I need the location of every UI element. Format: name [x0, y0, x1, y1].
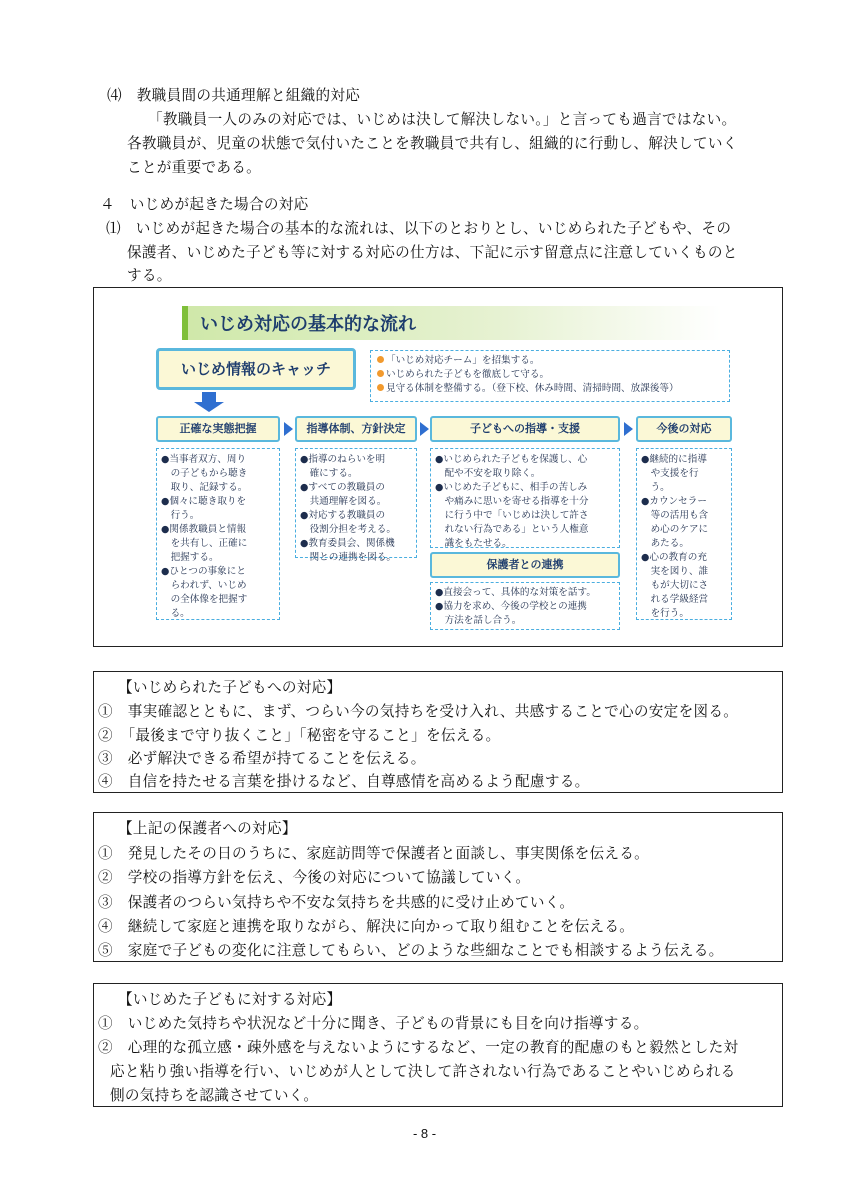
paragraph-line: する。	[127, 267, 172, 284]
bully-response-box	[93, 983, 783, 1107]
col-line: ●ひとつの事象にと	[161, 566, 246, 577]
box-item: ① 発見したその日のうちに、家庭訪問等で保護者と面談し、事実関係を伝える。	[98, 845, 650, 862]
col-line: 関との連携を図る。	[300, 552, 396, 563]
flow-title-bar	[182, 306, 722, 340]
col-line: 共通理解を図る。	[300, 496, 387, 507]
col-line: 把握する。	[161, 552, 219, 563]
col-line: ●関係教職員と情報	[161, 524, 247, 535]
col-line: の全体像を把握す	[161, 594, 248, 605]
paragraph-line: 保護者、いじめた子ども等に対する対応の仕方は、下記に示す留意点に注意していくものと	[127, 244, 738, 261]
col-line: る。	[161, 608, 190, 619]
col-line: ●個々に聴き取りを	[161, 496, 247, 507]
col-line: を共有し、正確に	[161, 538, 248, 549]
col-line: れる学級経営	[641, 594, 709, 605]
right-arrow-icon	[420, 422, 429, 436]
col-line: 行う。	[161, 510, 200, 521]
box-item: 応と粘り強い指導を行い、いじめが人として決して許されない行為であることやいじめられる	[110, 1063, 736, 1080]
col-line: もが大切にさ	[641, 580, 709, 591]
col-line: ●対応する教職員の	[300, 510, 386, 521]
box-item: ① 事実確認とともに、まず、つらい今の気持ちを受け入れ、共感することで心の安定を図る。	[98, 703, 739, 720]
catch-notes	[370, 350, 730, 402]
paragraph-line: 「教職員一人のみの対応では、いじめは決して解決しない。」と言っても過言ではない。	[148, 111, 737, 128]
victim-response-box	[93, 671, 783, 793]
col-line: に行う中で「いじめは決して許さ	[435, 510, 589, 521]
col-line: 方法を話し合う。	[435, 615, 522, 626]
col-line: を行う。	[641, 608, 689, 619]
catch-note: 「いじめ対応チーム」を招集する。	[377, 354, 723, 368]
col-body-future	[636, 448, 732, 620]
box-item: ② 学校の指導方針を伝え、今後の対応について協議していく。	[98, 869, 531, 886]
parents-header: 保護者との連携	[430, 552, 620, 578]
col-line: の子どもから聴き	[161, 468, 248, 479]
col-line: 識をもたせる。	[435, 538, 512, 549]
down-arrow-head-icon	[194, 402, 224, 412]
col-body-assess	[156, 448, 280, 620]
col-header-assess: 正確な実態把握	[156, 416, 280, 442]
paragraph-line: 各教職員が、児童の状態で気付いたことを教職員で共有し、組織的に行動し、解決していく	[127, 135, 738, 152]
col-line: 等の活用も含	[641, 510, 709, 521]
parents-body	[430, 582, 620, 630]
col-line: ●当事者双方、周り	[161, 454, 247, 465]
box-item: ④ 自信を持たせる言葉を掛けるなど、自尊感情を高めるよう配慮する。	[98, 773, 590, 790]
col-header-policy: 指導体制、方針決定	[295, 416, 417, 442]
col-line: ●すべての教職員の	[300, 482, 385, 493]
col-line: らわれず、いじめ	[161, 580, 247, 591]
down-arrow-icon	[202, 392, 216, 402]
box-title: 【いじめられた子どもへの対応】	[118, 679, 342, 696]
col-line: ●心の教育の充	[641, 552, 707, 563]
box-item: ② 心理的な孤立感・疎外感を与えないようにするなど、一定の教育的配慮のもと毅然とした対	[98, 1039, 739, 1056]
catch-note: いじめられた子どもを徹底して守る。	[377, 368, 723, 382]
chapter-heading: ４ いじめが起きた場合の対応	[100, 196, 309, 213]
guardian-response-box	[93, 812, 783, 962]
col-line: ●継続的に指導	[641, 454, 707, 465]
box-title: 【いじめた子どもに対する対応】	[118, 991, 342, 1008]
col-line: ●指導のねらいを明	[300, 454, 386, 465]
box-item: ③ 保護者のつらい気持ちや不安な気持ちを共感的に受け止めていく。	[98, 894, 575, 911]
col-line: 確にする。	[300, 468, 358, 479]
catch-note: 見守る体制を整備する。（登下校、休み時間、清掃時間、放課後等）	[377, 382, 723, 396]
col-body-policy	[295, 448, 417, 563]
col-line: や痛みに思いを寄せる指導を十分	[435, 496, 589, 507]
col-header-guidance: 子どもへの指導・支援	[430, 416, 620, 442]
col-body-guidance	[430, 448, 620, 548]
box-title: 【上記の保護者への対応】	[118, 820, 297, 837]
box-item: 側の気持ちを認識させていく。	[110, 1087, 319, 1104]
box-item: ⑤ 家庭で子どもの変化に注意してもらい、どのような些細なことでも相談するよう伝える。	[98, 942, 724, 959]
box-item: ① いじめた気持ちや状況など十分に聞き、子どもの背景にも目を向け指導する。	[98, 1015, 649, 1032]
paragraph-line: ことが重要である。	[127, 159, 262, 176]
col-line: う。	[641, 482, 670, 493]
right-arrow-icon	[284, 422, 293, 436]
col-line: 取り、記録する。	[161, 482, 248, 493]
col-header-future: 今後の対応	[636, 416, 732, 442]
col-line: 配や不安を取り除く。	[435, 468, 541, 479]
box-item: ④ 継続して家庭と連携を取りながら、解決に向かって取り組むことを伝える。	[98, 918, 635, 935]
col-line: れない行為である」という人権意	[435, 524, 589, 535]
col-line: ●カウンセラー	[641, 496, 707, 507]
col-line: ●教育委員会、関係機	[300, 538, 395, 549]
page-number: - 8 -	[412, 1126, 437, 1141]
flow-chart-figure	[93, 287, 783, 647]
right-arrow-icon	[624, 422, 633, 436]
col-line: や支援を行	[641, 468, 699, 479]
col-line: 役割分担を考える。	[300, 524, 396, 535]
paragraph-line: ⑴ いじめが起きた場合の基本的な流れは、以下のとおりとし、いじめられた子どもや、その	[106, 220, 732, 237]
col-line: ●いじめた子どもに、相手の苦しみ	[435, 482, 588, 493]
col-line: あたる。	[641, 538, 689, 549]
col-line: 実を図り、誰	[641, 566, 709, 577]
box-item: ② 「最後まで守り抜くこと」「秘密を守ること」を伝える。	[98, 727, 501, 744]
section-heading: ⑷ 教職員間の共通理解と組織的対応	[107, 87, 361, 104]
box-item: ③ 必ず解決できる希望が持てることを伝える。	[98, 750, 426, 767]
col-line: ●協力を求め、今後の学校との連携	[435, 601, 587, 612]
col-line: ●いじめられた子どもを保護し、心	[435, 454, 588, 465]
col-line: め心のケアに	[641, 524, 709, 535]
catch-box: いじめ情報のキャッチ	[156, 348, 356, 390]
flow-title: いじめ対応の基本的な流れ	[200, 314, 416, 335]
col-line: ●直接会って、具体的な対策を話す。	[435, 587, 596, 598]
